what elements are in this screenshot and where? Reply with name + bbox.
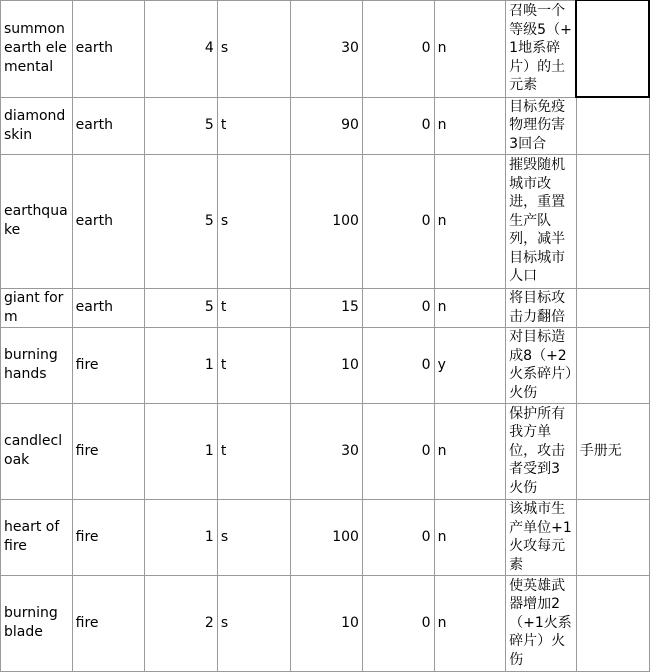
cost-cell[interactable]: 30 — [291, 403, 363, 499]
cost-cell[interactable]: 10 — [291, 327, 363, 403]
zero-cell[interactable]: 0 — [362, 288, 434, 327]
flag-cell[interactable]: n — [434, 499, 506, 575]
table-row — [1, 288, 650, 327]
note-cell[interactable] — [576, 97, 649, 154]
element-cell[interactable]: fire — [72, 499, 145, 575]
target-cell[interactable]: t — [217, 97, 291, 154]
note-cell[interactable] — [576, 327, 649, 403]
element-cell[interactable]: fire — [72, 403, 145, 499]
element-cell[interactable]: fire — [72, 327, 145, 403]
flag-cell[interactable]: n — [434, 288, 506, 327]
level-cell[interactable]: 1 — [145, 499, 218, 575]
cost-cell[interactable]: 30 — [291, 0, 363, 97]
target-cell[interactable]: t — [217, 288, 291, 327]
spell-name-cell[interactable]: heart of fire — [1, 499, 73, 575]
description-cell[interactable]: 该城市生产单位+1火攻每元素 — [506, 499, 577, 575]
spell-name-cell[interactable]: candlecloak — [1, 403, 73, 499]
spell-name-cell[interactable]: summon earth elemental — [1, 0, 73, 97]
zero-cell[interactable]: 0 — [362, 97, 434, 154]
table-row — [1, 403, 650, 499]
flag-cell[interactable]: n — [434, 403, 506, 499]
level-cell[interactable]: 1 — [145, 403, 218, 499]
cost-cell[interactable]: 100 — [291, 154, 363, 288]
note-cell[interactable] — [576, 575, 649, 671]
element-cell[interactable]: fire — [72, 575, 145, 671]
note-cell[interactable] — [576, 288, 649, 327]
flag-cell[interactable]: n — [434, 97, 506, 154]
target-cell[interactable]: s — [217, 575, 291, 671]
description-cell[interactable]: 摧毁随机城市改进，重置生产队列，减半目标城市人口 — [506, 154, 577, 288]
table-row — [1, 97, 650, 154]
level-cell[interactable]: 2 — [145, 575, 218, 671]
level-cell[interactable]: 5 — [145, 97, 218, 154]
target-cell[interactable]: s — [217, 154, 291, 288]
level-cell[interactable]: 5 — [145, 288, 218, 327]
target-cell[interactable]: s — [217, 0, 291, 97]
note-cell[interactable]: 手册无 — [576, 403, 649, 499]
element-cell[interactable]: earth — [72, 154, 145, 288]
spell-name-cell[interactable]: burning blade — [1, 575, 73, 671]
target-cell[interactable]: s — [217, 499, 291, 575]
flag-cell[interactable]: n — [434, 154, 506, 288]
table-row — [1, 0, 650, 97]
selected-cell[interactable] — [576, 0, 649, 97]
note-cell[interactable] — [576, 499, 649, 575]
cost-cell[interactable]: 15 — [291, 288, 363, 327]
flag-cell[interactable]: n — [434, 0, 506, 97]
level-cell[interactable]: 5 — [145, 154, 218, 288]
table-row — [1, 154, 650, 288]
level-cell[interactable]: 4 — [145, 0, 218, 97]
zero-cell[interactable]: 0 — [362, 575, 434, 671]
description-cell[interactable]: 对目标造成8（+2火系碎片）火伤 — [506, 327, 577, 403]
element-cell[interactable]: earth — [72, 97, 145, 154]
cost-cell[interactable]: 100 — [291, 499, 363, 575]
table-row — [1, 575, 650, 671]
description-cell[interactable]: 保护所有我方单位，攻击者受到3火伤 — [506, 403, 577, 499]
element-cell[interactable]: earth — [72, 0, 145, 97]
table-row — [1, 499, 650, 575]
zero-cell[interactable]: 0 — [362, 327, 434, 403]
cost-cell[interactable]: 10 — [291, 575, 363, 671]
target-cell[interactable]: t — [217, 327, 291, 403]
flag-cell[interactable]: n — [434, 575, 506, 671]
note-cell[interactable] — [576, 154, 649, 288]
table-row — [1, 327, 650, 403]
zero-cell[interactable]: 0 — [362, 154, 434, 288]
spell-name-cell[interactable]: diamond skin — [1, 97, 73, 154]
spell-name-cell[interactable]: burning hands — [1, 327, 73, 403]
description-cell[interactable]: 目标免疫物理伤害3回合 — [506, 97, 577, 154]
cost-cell[interactable]: 90 — [291, 97, 363, 154]
target-cell[interactable]: t — [217, 403, 291, 499]
zero-cell[interactable]: 0 — [362, 403, 434, 499]
element-cell[interactable]: earth — [72, 288, 145, 327]
description-cell[interactable]: 召唤一个等级5（+1地系碎片）的土元素 — [506, 0, 577, 97]
flag-cell[interactable]: y — [434, 327, 506, 403]
description-cell[interactable]: 使英雄武器增加2（+1火系碎片）火伤 — [506, 575, 577, 671]
zero-cell[interactable]: 0 — [362, 0, 434, 97]
spell-name-cell[interactable]: earthquake — [1, 154, 73, 288]
description-cell[interactable]: 将目标攻击力翻倍 — [506, 288, 577, 327]
level-cell[interactable]: 1 — [145, 327, 218, 403]
zero-cell[interactable]: 0 — [362, 499, 434, 575]
spell-name-cell[interactable]: giant form — [1, 288, 73, 327]
